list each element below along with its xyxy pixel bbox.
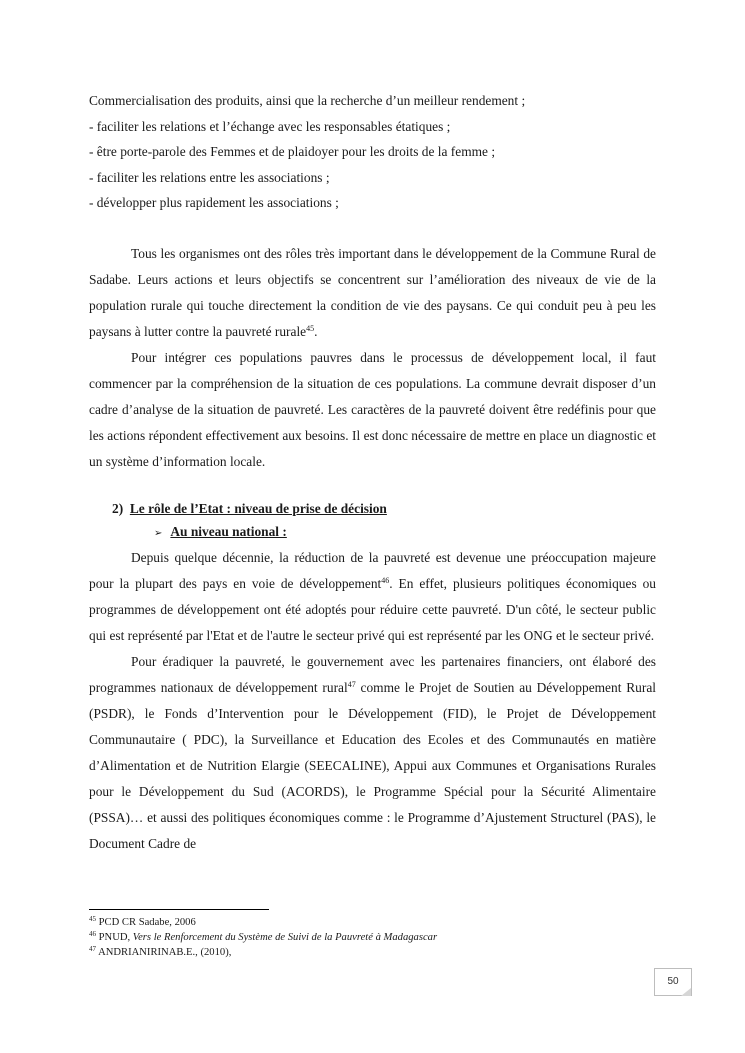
- footnote-ref: 47: [347, 679, 356, 689]
- footnote-ref: 45: [306, 323, 315, 333]
- section-heading: [89, 497, 656, 521]
- list-item: - faciliter les relations et l’échange avec les responsables étatiques ;: [89, 118, 451, 134]
- spacer: [89, 216, 656, 241]
- footnote: $^{45}$ PCD CR Sadabe, 2006: [89, 915, 196, 928]
- arrow-bullet-icon: ➢: [154, 527, 163, 539]
- footnote: $^{46}$ PNUD, Vers le Renforcement du Système de Suivi de la Pauvreté à Madagascar: [89, 930, 438, 943]
- list-item: Commercialisation des produits, ainsi que la recherche d’un meilleur rendement ;: [89, 93, 526, 108]
- paragraph-organismes: Tous les organismes ont des rôles très important dans le développement de la Commune Rural de Sadabe. Leurs actions et leurs objectifs se concentrent sur l’amélioration des niveaux de vie de la population rurale qui touche directement la condition de vie des paysans. Ce qui conduit peu à peu les paysans à lutter contre la pauvreté rurale$^{45}$.: [89, 245, 656, 339]
- list-item: - faciliter les relations entre les associations ;: [89, 169, 330, 185]
- page-curl-icon: [681, 988, 691, 996]
- subsection-title: Au niveau national :: [170, 523, 287, 539]
- list-item: - développer plus rapidement les associations ;: [89, 195, 339, 210]
- paragraph-populations: Pour intégrer ces populations pauvres dans le processus de développement local, il faut commencer par la compréhension de la situation de ces populations. La commune devrait disposer d’un cadre d’analyse de la situation de pauvreté. Les caractères de la pauvreté doivent être redéfinis pour que les actions répondent effectivement aux besoins. Il est donc nécessaire de mettre en place un diagnostic et un système d’information locale.: [89, 349, 656, 469]
- footnote: $^{47}$ ANDRIANIRINAB.E., (2010),: [89, 945, 232, 958]
- paragraph-decennie: Depuis quelque décennie, la réduction de la pauvreté est devenue une préoccupation majeure pour la plupart des pays en voie de développement$^{46}$. En effet, plusieurs politiques économiques ou programmes de développement ont été adoptés pour réduire cette pauvreté. D'un côté, le secteur public qui est représenté par l'Etat et de l'autre le secteur privé qui est représenté par les ONG et le secteur privé.: [89, 549, 656, 643]
- footnote-separator: [89, 909, 269, 910]
- page-number: 50: [667, 976, 679, 987]
- page-number-box: [654, 968, 692, 996]
- footnote-ref: 46: [381, 575, 390, 585]
- list-item: - être porte-parole des Femmes et de plaidoyer pour les droits de la femme ;: [89, 144, 496, 159]
- paragraph-programmes: Pour éradiquer la pauvreté, le gouvernement avec les partenaires financiers, ont élaboré des programmes nationaux de développement rural$^{47}$ comme le Projet de Soutien au Développement Rural (PSDR), le Fonds d’Intervention pour le Développement (FID), le Projet de Développement Communautaire ( PDC), la Surveillance et Education des Ecoles et des Communautés en matière d’Alimentation et de Nutrition Elargie (SEECALINE), Appui aux Communes et Organisations Rurales pour le Développement du Sud (ACORDS), le Programme Spécial pour la Sécurité Alimentaire (PSSA)… et aussi des politiques économiques comme : le Programme d’Ajustement Structurel (PAS), le Document Cadre de: [89, 653, 656, 851]
- footnotes: [89, 915, 669, 960]
- page-body: [89, 88, 656, 857]
- section-number: 2): [112, 500, 124, 516]
- section-title: Le rôle de l’Etat : niveau de prise de décision: [129, 500, 387, 516]
- subsection-heading: [89, 521, 656, 545]
